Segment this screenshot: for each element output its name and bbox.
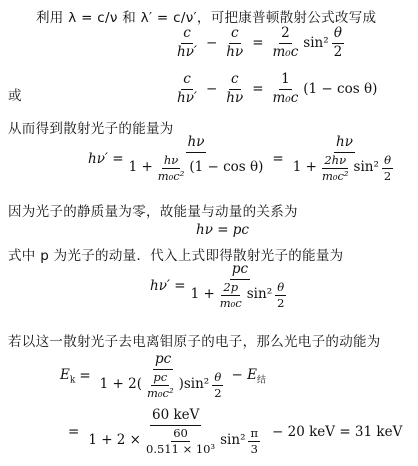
equation-6 bbox=[60, 352, 266, 400]
eq7-den-c: 0.511 × 10³ bbox=[146, 441, 216, 456]
eq5-den-f: 2 bbox=[277, 295, 285, 310]
eq1-n1: c bbox=[181, 26, 193, 44]
eq2-d3: m₀c bbox=[272, 89, 299, 106]
eq3-frac-second bbox=[291, 135, 398, 183]
eq3-den2-b: 2hν bbox=[322, 154, 348, 169]
eq3-equals: = bbox=[272, 150, 284, 167]
eq7-equals: = bbox=[68, 423, 80, 440]
eq1-td: 2 bbox=[333, 43, 343, 60]
eq2-n2: c bbox=[229, 72, 241, 90]
eq3-den bbox=[127, 153, 266, 183]
eq1-frac-c bbox=[271, 26, 301, 60]
eq1-tn: θ bbox=[332, 26, 344, 44]
eq7-den-b: 60 bbox=[171, 427, 190, 442]
eq6-den-e: θ bbox=[212, 371, 223, 386]
eq2-d1: hν′ bbox=[177, 89, 197, 106]
eq5-lhs: hν′ = bbox=[150, 277, 186, 294]
eq3-den-c: m₀c² bbox=[157, 168, 185, 183]
eq3-lhs: hν′ = bbox=[88, 150, 124, 167]
equation-1 bbox=[172, 26, 347, 60]
eq7-den-e: π bbox=[248, 427, 260, 442]
eq6-equals: = bbox=[79, 367, 91, 384]
eq1-n3: 2 bbox=[279, 26, 292, 44]
eq5-frac bbox=[189, 262, 292, 310]
equation-7 bbox=[64, 408, 402, 456]
electron-line: 若以这一散射光子去电离钼原子的电子，那么光电子的动能为 bbox=[8, 334, 381, 350]
eq2-frac-a bbox=[175, 72, 199, 106]
eq2-frac-c bbox=[271, 72, 301, 106]
eq1-frac-a bbox=[175, 26, 199, 60]
eq2-frac-b bbox=[224, 72, 245, 106]
eq3-den2-f: 2 bbox=[383, 168, 392, 183]
eq2-n3: 1 bbox=[279, 72, 292, 90]
eq5-den-b: 2p bbox=[221, 281, 240, 296]
intro-line: 利用 λ = c/ν 和 λ′ = c/ν′，可把康普顿散射公式改写成 bbox=[36, 10, 377, 26]
eq3-den2-e: θ bbox=[382, 154, 393, 169]
eq1-d2: hν bbox=[226, 43, 244, 60]
eq7-den bbox=[86, 426, 265, 456]
eq5-den-c: m₀c bbox=[219, 295, 242, 310]
eq1-d3: m₀c bbox=[272, 43, 299, 60]
eq2-equals: = bbox=[252, 81, 264, 98]
eq3-frac-main bbox=[127, 135, 266, 183]
eq3-num: hν bbox=[186, 135, 207, 153]
eq6-num: pc bbox=[153, 352, 173, 370]
eq3-den2-frac2 bbox=[382, 154, 393, 183]
eq5-den-frac bbox=[218, 281, 244, 310]
eq1-equals: = bbox=[252, 35, 264, 52]
eq3-num2: hν bbox=[334, 135, 355, 153]
eq3-den-b: hν bbox=[162, 154, 180, 169]
eq5-den-e: θ bbox=[275, 281, 286, 296]
equation-4 bbox=[196, 222, 249, 238]
momentum-line: 式中 p 为光子的动量．代入上式即得散射光子的能量为 bbox=[8, 248, 344, 264]
energy-intro-line: 从而得到散射光子的能量为 bbox=[8, 121, 174, 137]
eq1-n2: c bbox=[229, 26, 241, 44]
eq6-den-frac bbox=[145, 371, 176, 400]
eq3-den2-frac bbox=[320, 154, 351, 183]
eq6-lhs bbox=[60, 367, 75, 386]
eq7-frac bbox=[86, 408, 265, 456]
eq6-lhs-e: E bbox=[60, 366, 70, 383]
eq3-den-d: (1 − cos θ) bbox=[189, 159, 264, 176]
eq3-den-a: 1 + bbox=[128, 159, 153, 176]
eq2-minus: − bbox=[205, 81, 218, 98]
eq7-den-frac bbox=[144, 427, 217, 456]
eq7-den-a: 1 + 2 × bbox=[88, 432, 141, 449]
eq1-frac-b bbox=[224, 26, 245, 60]
eq7-den-f: 3 bbox=[250, 441, 258, 456]
eq1-sin: sin² bbox=[303, 35, 329, 52]
eq6-minus bbox=[232, 367, 266, 386]
eq6-den-a: 1 + 2 bbox=[99, 376, 137, 393]
rest-mass-line: 因为光子的静质量为零，故能量与动量的关系为 bbox=[8, 204, 298, 220]
eq3-den2-d: sin² bbox=[353, 159, 379, 176]
eq7-den-frac2 bbox=[248, 427, 260, 456]
equation-2 bbox=[172, 72, 377, 106]
eq1-minus: − bbox=[205, 35, 218, 52]
eq6-den-b: pc bbox=[151, 371, 169, 386]
eq6-frac bbox=[98, 352, 229, 400]
eq6-lhs-sub: k bbox=[69, 375, 76, 386]
eq7-tail: − 20 keV = 31 keV bbox=[272, 423, 403, 440]
eq5-den bbox=[189, 280, 292, 310]
eq2-n1: c bbox=[181, 72, 193, 90]
eq5-den-a: 1 + bbox=[190, 286, 215, 303]
eq3-den2 bbox=[291, 153, 398, 183]
eq7-den-d: sin² bbox=[220, 432, 246, 449]
equation-3 bbox=[88, 135, 401, 183]
eq6-den-frac2 bbox=[212, 371, 223, 400]
eq3-den-frac bbox=[156, 154, 187, 183]
eq5-num: pc bbox=[230, 262, 250, 280]
eq6-den-c: m₀c² bbox=[147, 385, 174, 400]
eq5-den-frac2 bbox=[275, 281, 286, 310]
eq2-d2: hν bbox=[226, 89, 244, 106]
eq3-den2-a: 1 + bbox=[292, 159, 317, 176]
eq7-num: 60 keV bbox=[150, 408, 201, 426]
eq6-den-f: 2 bbox=[214, 385, 222, 400]
eq6-den: 1 + 2 ( $\frac{pc}{\text{m₀c²}}$ ) sin² $\frac{\theta}{2}$ bbox=[99, 369, 222, 400]
eq6-den-d: sin² bbox=[183, 376, 210, 393]
eq6-minus-sub: 结 bbox=[257, 375, 267, 386]
or-label: 或 bbox=[8, 88, 22, 104]
eq1-frac-d bbox=[332, 26, 345, 60]
eq3-den2-c: m₀c² bbox=[321, 168, 349, 183]
eq2-tail: (1 − cos θ) bbox=[303, 81, 378, 98]
eq1-d1: hν′ bbox=[177, 43, 197, 60]
eq4-text: hν = pc bbox=[196, 222, 249, 238]
eq6-minus-e: − E bbox=[231, 366, 258, 383]
eq5-den-d: sin² bbox=[246, 286, 273, 303]
equation-5 bbox=[150, 262, 294, 310]
